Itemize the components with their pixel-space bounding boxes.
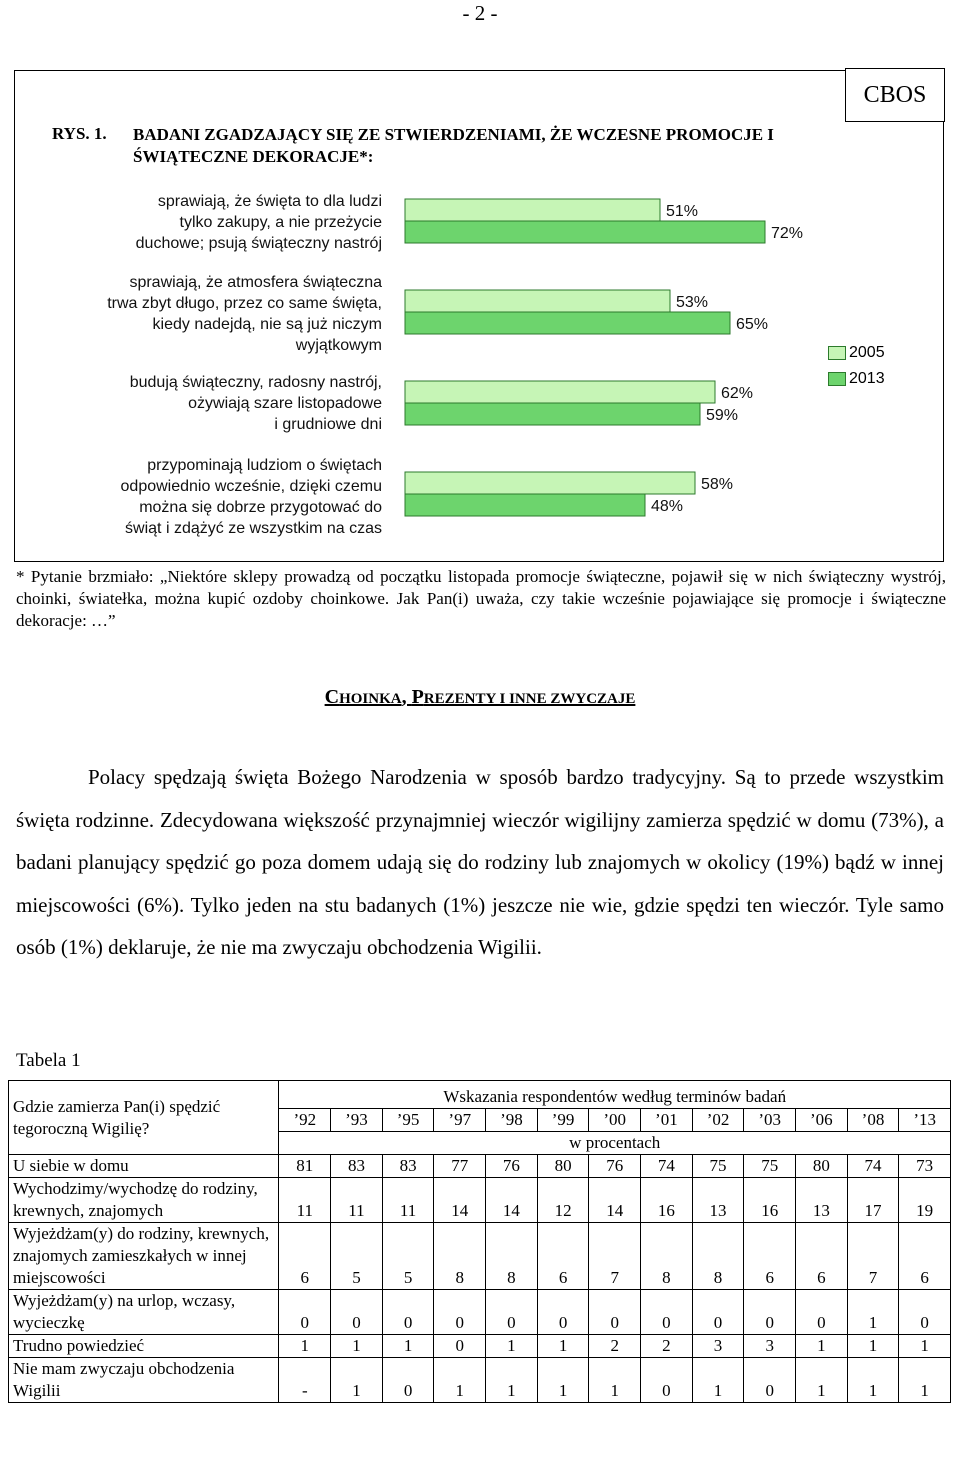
year-header: ’08 [847, 1109, 899, 1132]
table-cell: 6 [744, 1223, 796, 1290]
table-cell: 76 [486, 1155, 538, 1178]
table-cell: 1 [486, 1358, 538, 1403]
table-cell: 8 [641, 1223, 693, 1290]
table-row [9, 1223, 951, 1290]
table-cell: 0 [434, 1335, 486, 1358]
year-header: ’13 [899, 1109, 951, 1132]
legend-item-2013: 2013 [828, 370, 885, 388]
table-cell: 14 [434, 1178, 486, 1223]
row-label: Nie mam zwyczaju obchodzenia Wigilii [9, 1358, 279, 1403]
year-header: ’97 [434, 1109, 486, 1132]
year-header: ’92 [279, 1109, 331, 1132]
table-cell: 16 [641, 1178, 693, 1223]
data-label: 51% [666, 203, 699, 220]
category-label-1: sprawiają, że święta to dla ludzi tylko zakupy, a nie przeżycie duchowe; psują świąteczny nastrój [135, 193, 382, 252]
data-table [8, 1080, 951, 1403]
table-cell: 0 [279, 1290, 331, 1335]
table-row [9, 1178, 951, 1223]
table-cell: 1 [847, 1290, 899, 1335]
row-label: Trudno powiedzieć [9, 1335, 279, 1358]
table-cell: 83 [382, 1155, 434, 1178]
table-cell: 3 [744, 1335, 796, 1358]
table-cell: 7 [847, 1223, 899, 1290]
table-cell: - [279, 1358, 331, 1403]
bar-2005-2 [405, 290, 670, 312]
table-cell: 1 [382, 1335, 434, 1358]
table-cell: 0 [589, 1290, 641, 1335]
table-cell: 1 [899, 1335, 951, 1358]
table-cell: 77 [434, 1155, 486, 1178]
table-cell: 0 [537, 1290, 589, 1335]
table-row [9, 1155, 951, 1178]
table-cell: 1 [537, 1335, 589, 1358]
table-cell: 80 [537, 1155, 589, 1178]
table-cell: 73 [899, 1155, 951, 1178]
table-cell: 11 [279, 1178, 331, 1223]
legend-item-2005: 2005 [828, 344, 885, 362]
figure-label: RYS. 1. [52, 124, 107, 143]
year-header: ’03 [744, 1109, 796, 1132]
table-caption: Tabela 1 [16, 1050, 81, 1071]
table-cell: 1 [847, 1335, 899, 1358]
table-cell: 6 [796, 1223, 848, 1290]
table-cell: 1 [331, 1358, 383, 1403]
table-cell: 11 [331, 1178, 383, 1223]
table-cell: 11 [382, 1178, 434, 1223]
category-label-2: sprawiają, że atmosfera świąteczna trwa zbyt długo, przez co same święta, kiedy nadejdą, nie są już niczym wyjątkowym [107, 274, 382, 354]
table-header-top: Wskazania respondentów według terminów badań [279, 1081, 951, 1109]
data-label: 62% [721, 385, 754, 402]
table-cell: 1 [847, 1358, 899, 1403]
table-cell: 0 [641, 1290, 693, 1335]
table-cell: 0 [382, 1358, 434, 1403]
data-label: 59% [706, 407, 739, 424]
page-number: - 2 - [462, 1, 498, 25]
table-cell: 0 [331, 1290, 383, 1335]
table-cell: 0 [744, 1358, 796, 1403]
year-header: ’00 [589, 1109, 641, 1132]
table-cell: 1 [796, 1358, 848, 1403]
bar-2005-1 [405, 199, 660, 221]
table-cell: 2 [641, 1335, 693, 1358]
question-note: * Pytanie brzmiało: „Niektóre sklepy prowadzą od początku listopada promocje świąteczne, pojawił się w nich świąteczny wystrój, choinki, światełka, można kupić ozdoby choinkowe. Jak Pan(i) uważa, czy takie wcześnie pojawiające się promocje i świąteczne dekoracje: …” [16, 567, 946, 630]
row-label: Wyjeżdżam(y) do rodziny, krewnych, znajomych zamieszkałych w innej miejscowości [9, 1223, 279, 1290]
bar-2013-1 [405, 221, 765, 243]
table-row [9, 1358, 951, 1403]
table-cell: 19 [899, 1178, 951, 1223]
table-unit: w procentach [279, 1132, 951, 1155]
legend-swatch-2013 [828, 372, 846, 386]
table-cell: 1 [899, 1358, 951, 1403]
table-cell: 6 [537, 1223, 589, 1290]
table-cell: 83 [331, 1155, 383, 1178]
category-label-4: przypominają ludziom o świętach odpowiednio wcześnie, dzięki czemu można się dobrze przygotować do świąt i zdążyć ze wszystkim na czas [120, 457, 382, 537]
row-label: U siebie w domu [9, 1155, 279, 1178]
table-cell: 7 [589, 1223, 641, 1290]
table-cell: 8 [434, 1223, 486, 1290]
legend-swatch-2005 [828, 346, 846, 360]
year-header: ’02 [692, 1109, 744, 1132]
year-header: ’99 [537, 1109, 589, 1132]
data-label: 72% [771, 225, 804, 242]
bar-2005-3 [405, 381, 715, 403]
year-header: ’93 [331, 1109, 383, 1132]
table-cell: 0 [744, 1290, 796, 1335]
table-cell: 12 [537, 1178, 589, 1223]
bar-2005-4 [405, 472, 695, 494]
section-heading: CHOINKA, PREZENTY I INNE ZWYCZAJE [324, 686, 636, 708]
table-cell: 3 [692, 1335, 744, 1358]
table-cell: 1 [589, 1358, 641, 1403]
year-header: ’95 [382, 1109, 434, 1132]
year-header: ’01 [641, 1109, 693, 1132]
table-row [9, 1335, 951, 1358]
table-cell: 0 [692, 1290, 744, 1335]
table-cell: 16 [744, 1178, 796, 1223]
category-label-3: budują świąteczny, radosny nastrój, ożywiają szare listopadowe i grudniowe dni [129, 374, 382, 433]
table-cell: 6 [279, 1223, 331, 1290]
year-header: ’06 [796, 1109, 848, 1132]
table-cell: 75 [692, 1155, 744, 1178]
row-label: Wyjeżdżam(y) na urlop, wczasy, wycieczkę [9, 1290, 279, 1335]
table-cell: 14 [589, 1178, 641, 1223]
table-cell: 1 [331, 1335, 383, 1358]
bar-2013-2 [405, 312, 730, 334]
year-header: ’98 [486, 1109, 538, 1132]
table-cell: 13 [692, 1178, 744, 1223]
table-cell: 0 [486, 1290, 538, 1335]
table-cell: 1 [434, 1358, 486, 1403]
table-cell: 0 [382, 1290, 434, 1335]
table-cell: 81 [279, 1155, 331, 1178]
table-cell: 1 [692, 1358, 744, 1403]
data-label: 65% [736, 316, 769, 333]
source-logo: CBOS [845, 68, 945, 122]
bar-chart [0, 0, 960, 560]
table-cell: 1 [537, 1358, 589, 1403]
table-cell: 8 [692, 1223, 744, 1290]
table-cell: 5 [382, 1223, 434, 1290]
table-cell: 5 [331, 1223, 383, 1290]
table-cell: 75 [744, 1155, 796, 1178]
row-label: Wychodzimy/wychodzę do rodziny, krewnych, znajomych [9, 1178, 279, 1223]
table-question: Gdzie zamierza Pan(i) spędzić tegoroczną Wigilię? [9, 1081, 279, 1155]
data-label: 58% [701, 476, 734, 493]
figure-title: BADANI ZGADZAJĄCY SIĘ ZE STWIERDZENIAMI, ŻE WCZESNE PROMOCJE I ŚWIĄTECZNE DEKORACJE*: [133, 125, 774, 166]
table-cell: 14 [486, 1178, 538, 1223]
table-cell: 17 [847, 1178, 899, 1223]
table-cell: 80 [796, 1155, 848, 1178]
table-cell: 6 [899, 1223, 951, 1290]
table-cell: 1 [486, 1335, 538, 1358]
bar-2013-4 [405, 494, 645, 516]
bar-2013-3 [405, 403, 700, 425]
table-cell: 0 [641, 1358, 693, 1403]
data-label: 48% [651, 498, 684, 515]
table-row [9, 1290, 951, 1335]
table-cell: 0 [796, 1290, 848, 1335]
table-cell: 8 [486, 1223, 538, 1290]
table-cell: 0 [434, 1290, 486, 1335]
data-label: 53% [676, 294, 709, 311]
table-cell: 1 [279, 1335, 331, 1358]
table-cell: 1 [796, 1335, 848, 1358]
table-cell: 2 [589, 1335, 641, 1358]
table-cell: 13 [796, 1178, 848, 1223]
table-cell: 74 [847, 1155, 899, 1178]
body-paragraph: Polacy spędzają święta Bożego Narodzenia w sposób bardzo tradycyjny. Są to przede wszystkim święta rodzinne. Zdecydowana większość przynajmniej wieczór wigilijny zamierza spędzić w domu (73%), a badani planujący spędzić go poza domem udają się do rodziny lub znajomych w okolicy (19%) bądź w innej miejscowości (6%). Tylko jeden na stu badanych (1%) jeszcze nie wie, gdzie spędzi ten wieczór. Tyle samo osób (1%) deklaruje, że nie ma zwyczaju obchodzenia Wigilii. [16, 765, 944, 959]
table-cell: 0 [899, 1290, 951, 1335]
table-cell: 76 [589, 1155, 641, 1178]
table-cell: 74 [641, 1155, 693, 1178]
